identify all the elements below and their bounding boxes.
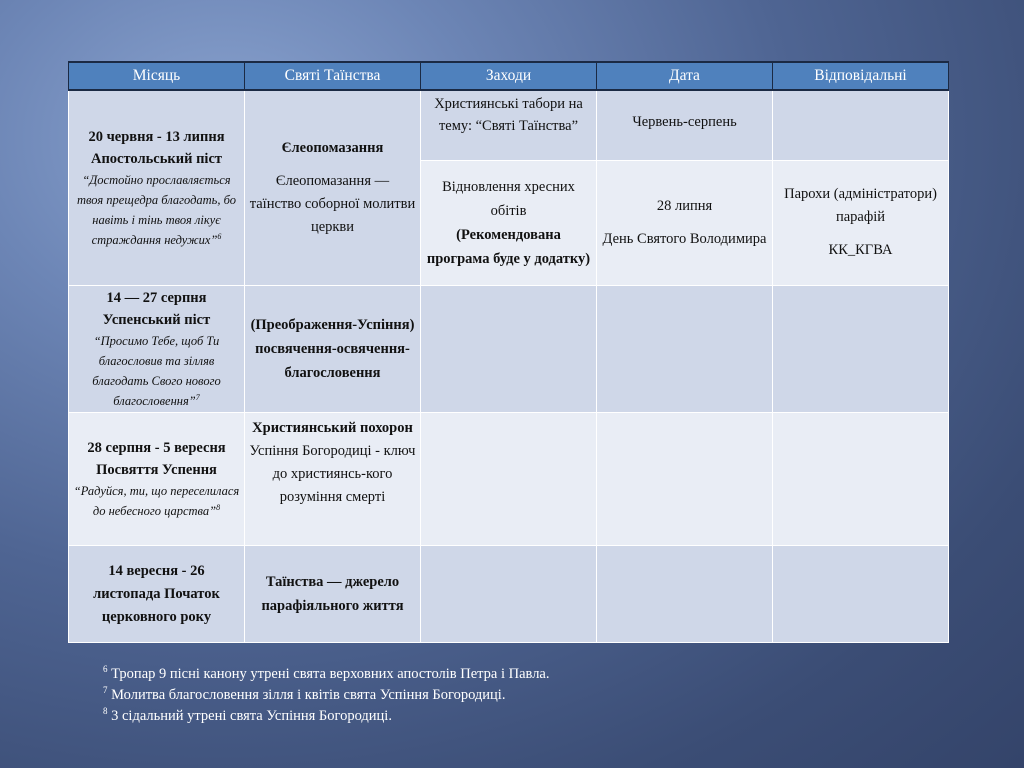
header-sacraments: Святі Таїнства xyxy=(245,62,421,90)
month-cell-fast-dormition xyxy=(69,285,245,412)
header-row xyxy=(69,62,949,90)
responsible-cell xyxy=(773,285,949,412)
footnote-8: $^8$ 3 сідальний утрені свята Успіння Богородиці. xyxy=(103,706,392,724)
event-note: (Рекомендована програма буде у додатку) xyxy=(426,226,591,267)
event-cell: Християнські табори на тему: “Святі Таїнства” xyxy=(421,90,597,160)
event-cell xyxy=(421,285,597,412)
schedule-table xyxy=(68,61,949,643)
month-cell-fast-apostolic xyxy=(69,90,245,285)
sacrament-desc: Успіння Богородиці - ключ до християнсь-кого розуміння смерті xyxy=(249,442,416,505)
header-month: Місяць xyxy=(69,62,245,90)
sacrament-title: Християнський похорон xyxy=(252,419,413,436)
date-cell xyxy=(597,160,773,285)
event-title: Відновлення хресних обітів xyxy=(442,178,575,219)
sacrament-desc: Єлеопомазання — таїнство соборної молитви церкви xyxy=(249,172,416,235)
header-date: Дата xyxy=(597,62,773,90)
responsible-org: КК_КГВА xyxy=(828,242,893,258)
event-cell xyxy=(421,545,597,642)
month-quote: “Достойно прославляється твоя прещедра благодать, бо навіть і тінь твоя лікує страждання недужих”$^6$ xyxy=(77,172,236,247)
event-cell xyxy=(421,412,597,545)
table-row xyxy=(69,285,949,412)
date-note: День Святого Володимира xyxy=(602,230,767,247)
sacrament-cell xyxy=(245,412,421,545)
sacrament-title: Єлеопомазання xyxy=(281,139,384,156)
date-cell xyxy=(597,545,773,642)
responsible-cell xyxy=(773,545,949,642)
table-row xyxy=(69,90,949,160)
date-cell: Червень-серпень xyxy=(597,90,773,160)
sacrament-cell: (Преображення-Успіння) посвячення-освячення-благословення xyxy=(245,285,421,412)
header-responsible: Відповідальні xyxy=(773,62,949,90)
date-value: 28 липня xyxy=(656,197,713,214)
event-cell xyxy=(421,160,597,285)
table-row xyxy=(69,545,949,642)
sacrament-cell xyxy=(245,90,421,285)
footnote-6: $^6$ Тропар 9 пісні канону утрені свята верховних апостолів Петра і Павла. xyxy=(103,664,550,682)
header-events: Заходи xyxy=(421,62,597,90)
responsible-cell xyxy=(773,412,949,545)
month-title: 20 червня - 13 липня Апостольський піст xyxy=(88,128,225,167)
footnotes xyxy=(103,664,550,727)
date-cell xyxy=(597,412,773,545)
responsible-parish: Парохи (адміністратори) парафій xyxy=(784,186,937,225)
responsible-cell xyxy=(773,160,949,285)
month-title: 14 вересня - 26 листопада Початок церковного року xyxy=(93,563,220,625)
footnote-7: $^7$ Молитва благословення зілля і квітів свята Успіння Богородиці. xyxy=(103,685,506,703)
month-quote: “Радуйся, ти, що переселилася до небесного царства”$^8$ xyxy=(73,483,240,518)
table-row xyxy=(69,412,949,545)
month-cell-church-year xyxy=(69,545,245,642)
date-cell xyxy=(597,285,773,412)
month-title: 14 — 27 серпня Успенський піст xyxy=(102,289,211,328)
month-cell-dormition xyxy=(69,412,245,545)
sacrament-cell: Таїнства — джерело парафіяльного життя xyxy=(245,545,421,642)
month-title: 28 серпня - 5 вересня Посвяття Успення xyxy=(87,439,226,478)
month-quote: “Просимо Тебе, щоб Ти благословив та зілляв благодать Свого нового благословення”$^7$ xyxy=(92,333,221,408)
responsible-cell xyxy=(773,90,949,160)
